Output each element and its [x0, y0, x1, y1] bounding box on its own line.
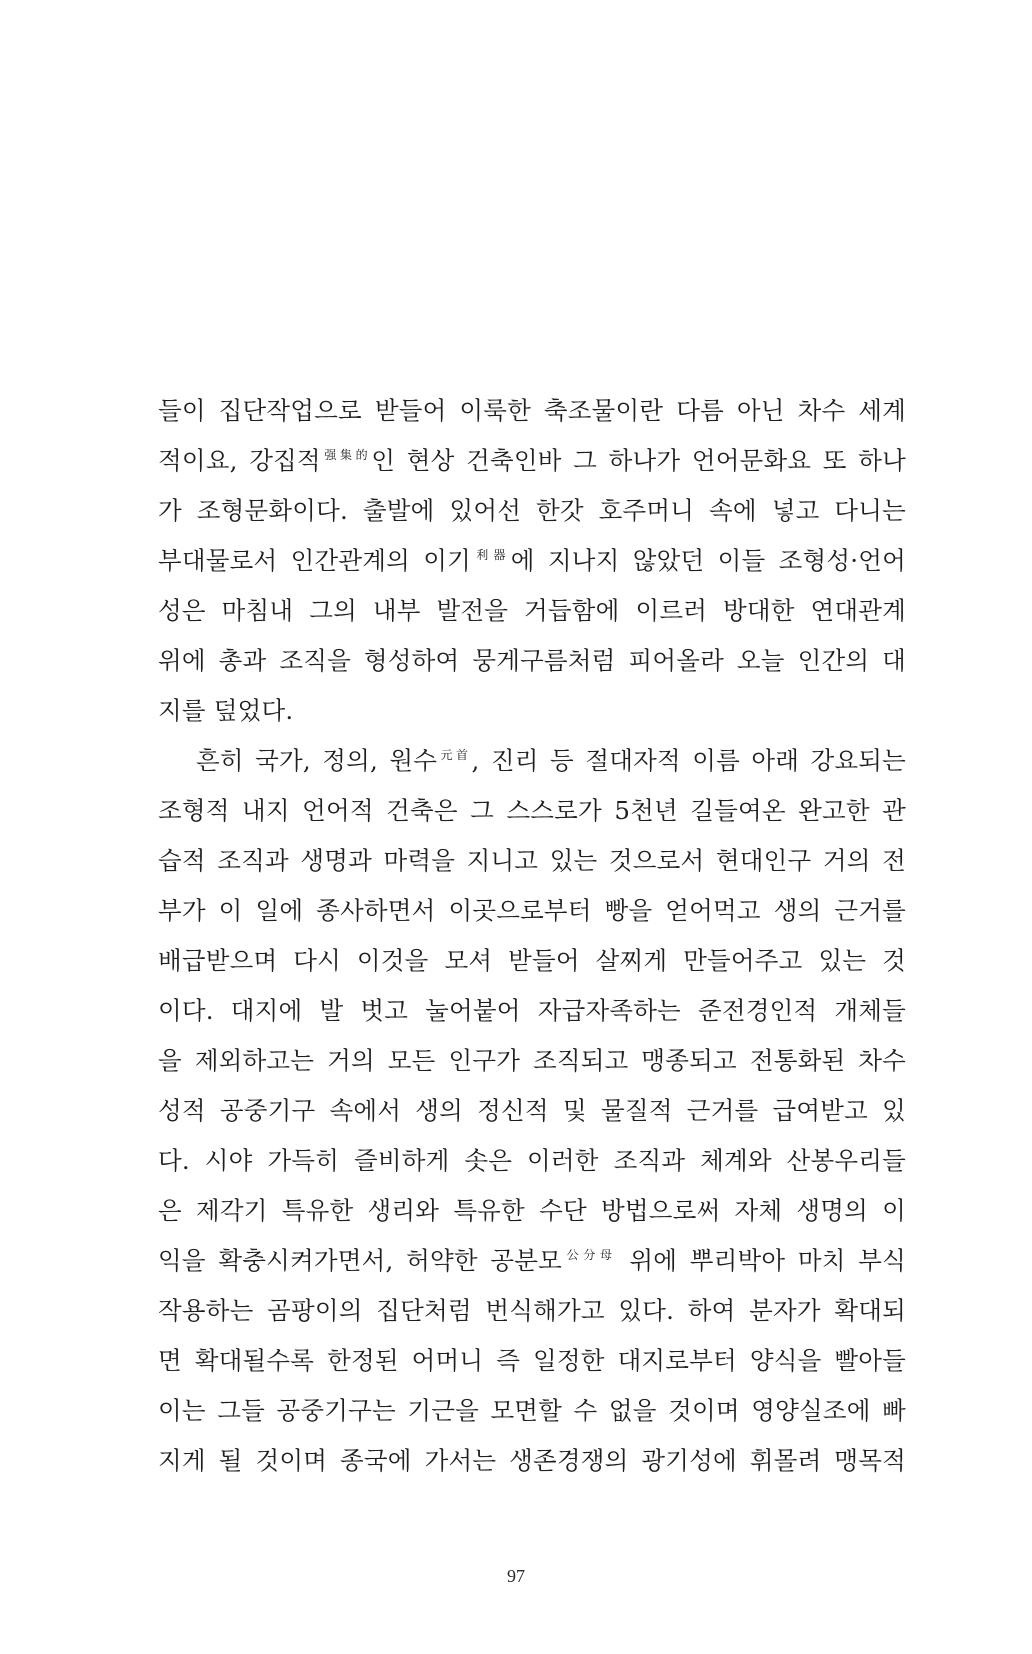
- text-line: [158, 1236, 906, 1286]
- text-line: 위에 총과 조직을 형성하여 뭉게구름처럼 피어올라 오늘 인간의 대: [158, 646, 906, 675]
- text-line: 이는 그들 공중기구는 기근을 모면할 수 없을 것이며 영양실조에 빠: [158, 1396, 906, 1425]
- text-line: 작용하는 곰팡이의 집단처럼 번식해가고 있다. 하여 분자가 확대되: [158, 1296, 906, 1325]
- text-line: 면 확대될수록 한정된 어머니 즉 일정한 대지로부터 양식을 빨아들: [158, 1346, 906, 1375]
- text-line: [158, 436, 906, 486]
- text-span: 에 지나지 않았던 이들 조형성·언어: [510, 546, 906, 575]
- page-number: 97: [507, 1566, 525, 1586]
- text-span: 적이요, 강집적: [158, 446, 321, 475]
- text-span: 부대물로서 인간관계의 이기: [158, 546, 471, 575]
- text-line: 지게 될 것이며 종국에 가서는 생존경쟁의 광기성에 휘몰려 맹목적: [158, 1446, 906, 1475]
- text-line: 부가 이 일에 종사하면서 이곳으로부터 빵을 얻어먹고 생의 근거를: [158, 896, 906, 925]
- text-span: , 진리 등 절대자적 이름 아래 강요되는: [471, 746, 906, 775]
- text-line: 배급받으며 다시 이것을 모셔 받들어 살찌게 만들어주고 있는 것: [158, 946, 906, 975]
- text-span: 인 현상 건축인바 그 하나가 언어문화요 또 하나: [371, 446, 906, 475]
- hanja-gloss: 元首: [437, 748, 472, 762]
- text-line: 성적 공중기구 속에서 생의 정신적 및 물질적 근거를 급여받고 있: [158, 1096, 906, 1125]
- text-line: 이다. 대지에 발 벗고 눌어붙어 자급자족하는 준전경인적 개체들: [158, 996, 906, 1025]
- hanja-gloss: 利器: [470, 548, 511, 562]
- text-line: [158, 736, 906, 786]
- text-line: 가 조형문화이다. 출발에 있어선 한갓 호주머니 속에 넣고 다니는: [158, 496, 906, 525]
- text-line: 성은 마침내 그의 내부 발전을 거듭함에 이르러 방대한 연대관계: [158, 596, 906, 625]
- text-line: 지를 덮었다.: [158, 696, 294, 725]
- text-span: 익을 확충시켜가면서, 허약한 공분모: [158, 1246, 562, 1275]
- text-line: 들이 집단작업으로 받들어 이룩한 축조물이란 다름 아닌 차수 세계: [158, 396, 906, 425]
- hanja-gloss: 强集的: [320, 448, 372, 462]
- text-span: 흔히 국가, 정의, 원수: [196, 746, 438, 775]
- hanja-gloss: 公分母: [561, 1248, 617, 1262]
- text-line: 은 제각기 특유한 생리와 특유한 수단 방법으로써 자체 생명의 이: [158, 1196, 906, 1225]
- text-line: 다. 시야 가득히 즐비하게 솟은 이러한 조직과 체계와 산봉우리들: [158, 1146, 906, 1175]
- text-span: 위에 뿌리박아 마치 부식: [616, 1246, 906, 1275]
- text-line: 을 제외하고는 거의 모든 인구가 조직되고 맹종되고 전통화된 차수: [158, 1046, 906, 1075]
- text-line: [158, 536, 906, 586]
- text-line: 습적 조직과 생명과 마력을 지니고 있는 것으로서 현대인구 거의 전: [158, 846, 906, 875]
- body-text: [158, 386, 906, 1486]
- text-line: 조형적 내지 언어적 건축은 그 스스로가 5천년 길들여온 완고한 관: [158, 796, 906, 825]
